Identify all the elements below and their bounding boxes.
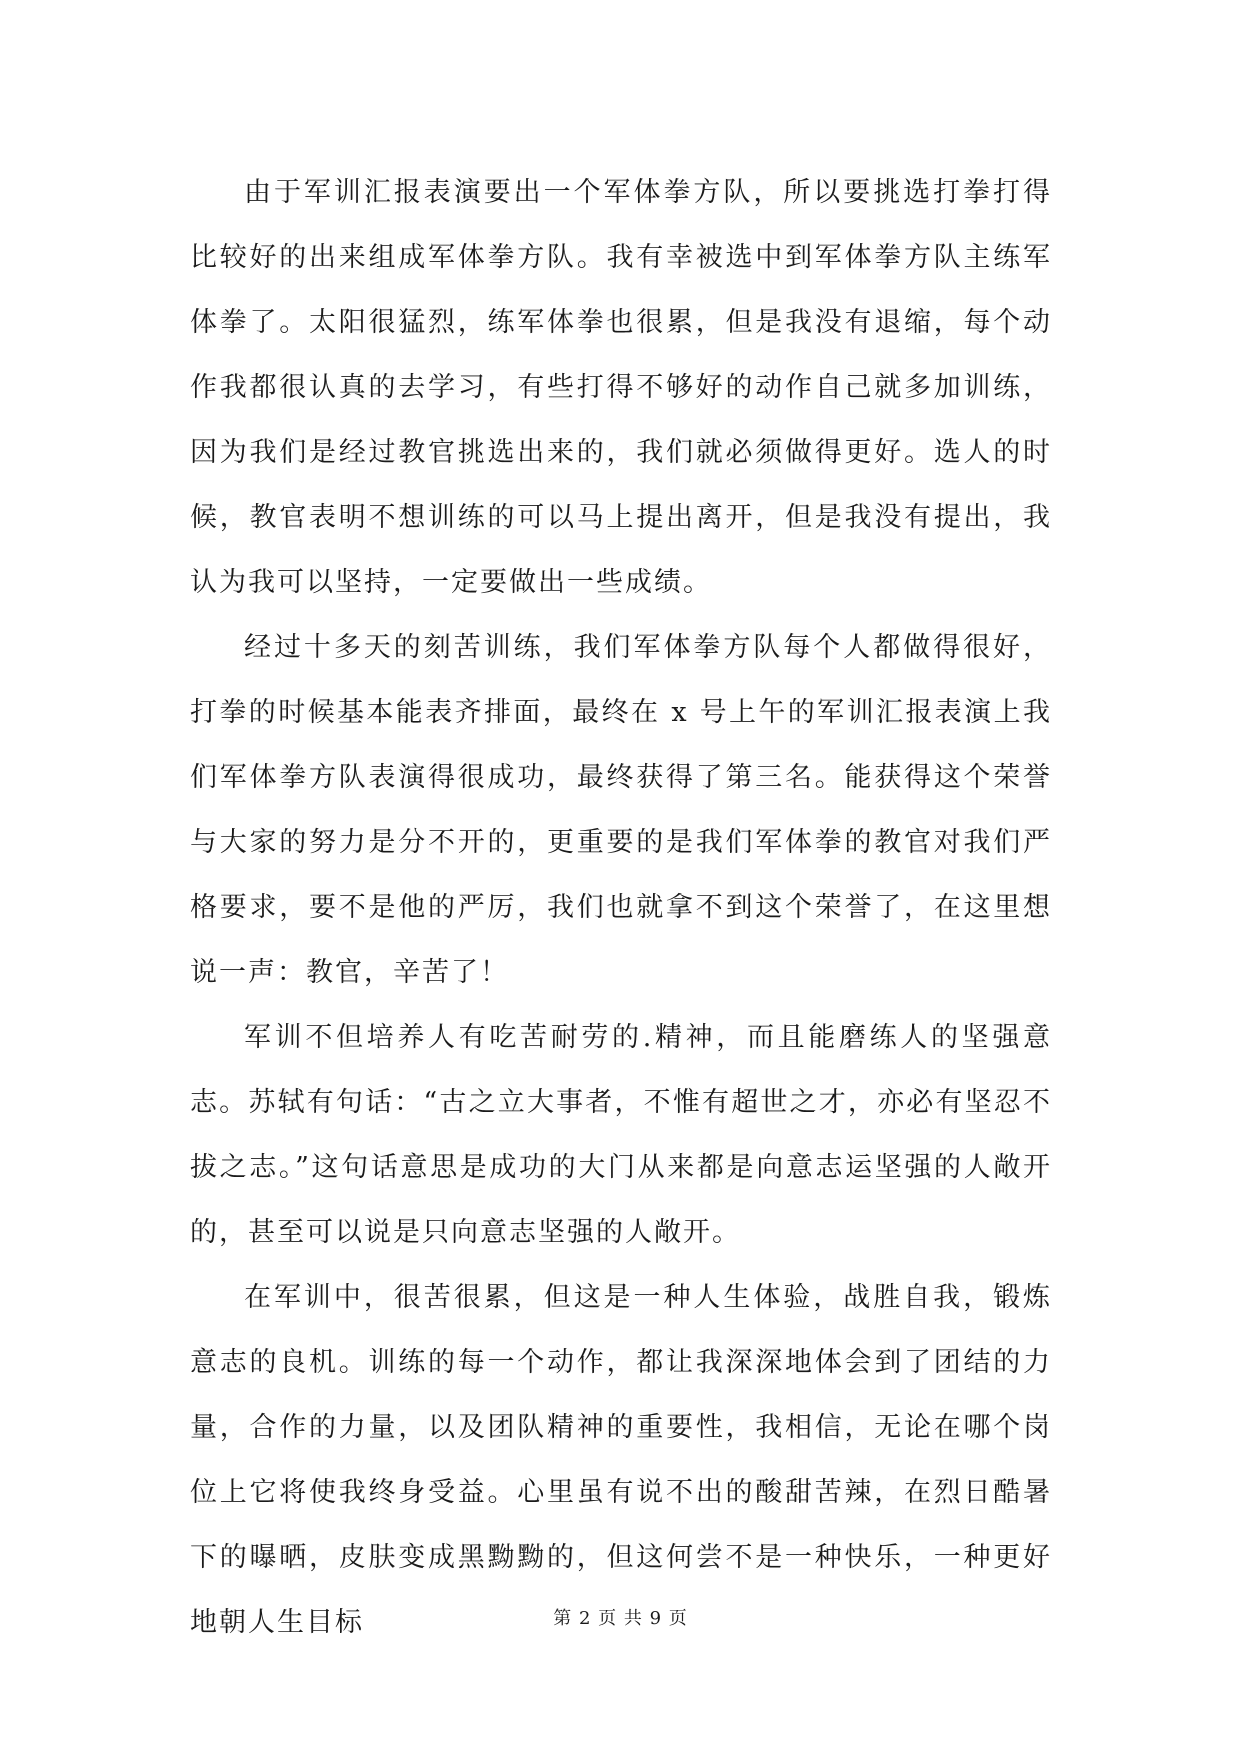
total-page-count: 9 bbox=[649, 1608, 663, 1629]
footer-suffix: 页 bbox=[662, 1608, 688, 1629]
paragraph-3: 军训不但培养人有吃苦耐劳的.精神，而且能磨练人的坚强意志。苏轼有句话：“古之立大事者，不惟有超世之才，亦必有坚忍不拔之志。”这句话意思是成功的大门从来都是向意志运坚强的人敞开的，甚至可以说是只向意志坚强的人敞开。 bbox=[190, 1022, 1052, 1248]
paragraph-2: 经过十多天的刻苦训练，我们军体拳方队每个人都做得很好，打拳的时候基本能表齐排面，最终在 x 号上午的军训汇报表演上我们军体拳方队表演得很成功，最终获得了第三名。能获得这个荣誉与大家的努力是分不开的，更重要的是我们军体拳的教官对我们严格要求，要不是他的严厉，我们也就拿不到这个荣誉了，在这里想说一声：教官，辛苦了！ bbox=[190, 632, 1052, 988]
document-body bbox=[190, 160, 1052, 1655]
footer-prefix: 第 bbox=[553, 1608, 579, 1629]
current-page-number: 2 bbox=[578, 1608, 592, 1629]
footer-middle: 页 共 bbox=[591, 1608, 650, 1629]
paragraph-4: 在军训中，很苦很累，但这是一种人生体验，战胜自我，锻炼意志的良机。训练的每一个动作，都让我深深地体会到了团结的力量，合作的力量，以及团队精神的重要性，我相信，无论在哪个岗位上它将使我终身受益。心里虽有说不出的酸甜苦辣，在烈日酷暑下的曝晒，皮肤变成黑黝黝的，但这何尝不是一种快乐，一种更好地朝人生目标 bbox=[190, 1282, 1052, 1638]
page-number-footer bbox=[0, 1604, 1241, 1630]
paragraph-1: 由于军训汇报表演要出一个军体拳方队，所以要挑选打拳打得比较好的出来组成军体拳方队。我有幸被选中到军体拳方队主练军体拳了。太阳很猛烈，练军体拳也很累，但是我没有退缩，每个动作我都很认真的去学习，有些打得不够好的动作自己就多加训练，因为我们是经过教官挑选出来的，我们就必须做得更好。选人的时候，教官表明不想训练的可以马上提出离开，但是我没有提出，我认为我可以坚持，一定要做出一些成绩。 bbox=[190, 177, 1052, 598]
